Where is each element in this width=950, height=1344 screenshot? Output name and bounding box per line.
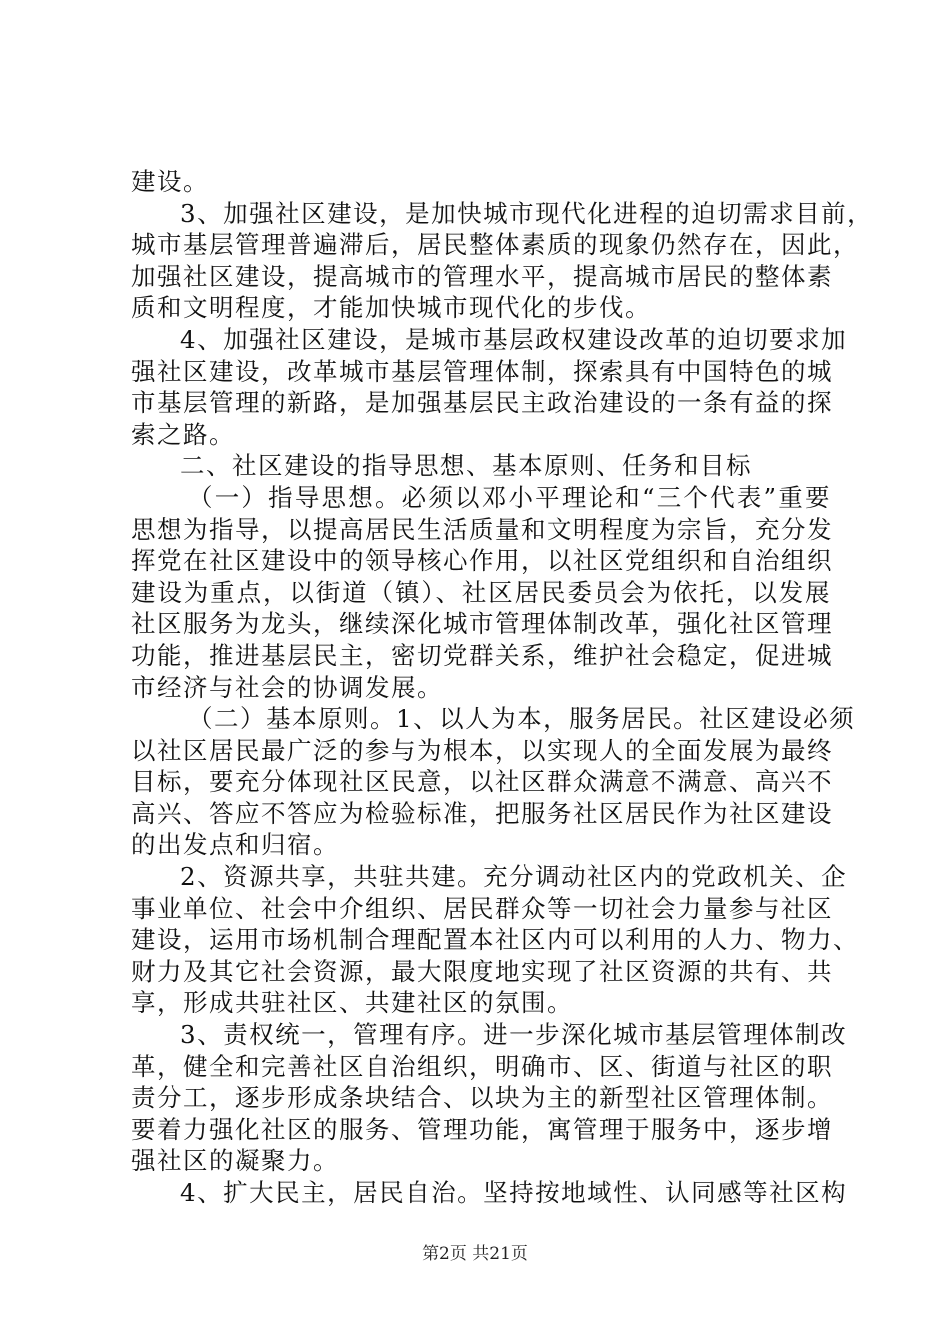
- text-line-32: 强社区的凝聚力。: [131, 1146, 339, 1176]
- text-line-9: 索之路。: [131, 419, 235, 449]
- text-line-14: 建设为重点，以街道（镇）、社区居民委员会为依托，以发展: [131, 577, 831, 607]
- text-line-2: 3、加强社区建设，是加快城市现代化进程的迫切需求目前，: [180, 198, 874, 228]
- text-line-15: 社区服务为龙头，继续深化城市管理体制改革，强化社区管理: [131, 609, 833, 639]
- text-line-33: 4、扩大民主，居民自治。坚持按地域性、认同感等社区构: [180, 1178, 848, 1207]
- text-line-21: 高兴、答应不答应为检验标准，把服务社区居民作为社区建设: [131, 798, 833, 828]
- text-line-26: 财力及其它社会资源，最大限度地实现了社区资源的共有、共: [131, 956, 833, 986]
- text-line-17: 市经济与社会的协调发展。: [131, 672, 443, 702]
- text-line-13: 挥党在社区建设中的领导核心作用，以社区党组织和自治组织: [131, 546, 833, 576]
- text-line-20: 目标，要充分体现社区民意，以社区群众满意不满意、高兴不: [131, 767, 833, 797]
- text-line-16: 功能，推进基层民主，密切党群关系，维护社会稳定，促进城: [131, 640, 833, 670]
- text-line-27: 享，形成共驻社区、共建社区的氛围。: [131, 988, 573, 1018]
- text-line-29: 革，健全和完善社区自治组织，明确市、区、街道与社区的职: [131, 1051, 833, 1081]
- text-line-12: 思想为指导，以提高居民生活质量和文明程度为宗旨，充分发: [131, 514, 833, 544]
- text-line-18: （二）基本原则。1、以人为本，服务居民。社区建设必须: [188, 704, 856, 734]
- text-line-30: 责分工，逐步形成条块结合、以块为主的新型社区管理体制。: [131, 1083, 833, 1113]
- text-line-7: 强社区建设，改革城市基层管理体制，探索具有中国特色的城: [131, 356, 833, 386]
- section-heading: 二、社区建设的指导思想、基本原则、任务和目标: [180, 451, 752, 481]
- text-line-11: （一）指导思想。必须以邓小平理论和“三个代表”重要: [188, 482, 831, 512]
- text-line-6: 4、加强社区建设，是城市基层政权建设改革的迫切要求加: [180, 324, 848, 354]
- text-line-31: 要着力强化社区的服务、管理功能，寓管理于服务中，逐步增: [131, 1114, 833, 1144]
- text-line-4: 加强社区建设，提高城市的管理水平，提高城市居民的整体素: [131, 261, 833, 291]
- document-body: [131, 166, 874, 1209]
- text-line-19: 以社区居民最广泛的参与为根本，以实现人的全面发展为最终: [131, 735, 833, 765]
- text-line-3: 城市基层管理普遍滞后，居民整体素质的现象仍然存在，因此，: [131, 230, 859, 260]
- text-line-28: 3、责权统一，管理有序。进一步深化城市基层管理体制改: [180, 1020, 848, 1050]
- text-line-5: 质和文明程度，才能加快城市现代化的步伐。: [131, 293, 651, 323]
- text-line-22: 的出发点和归宿。: [131, 830, 339, 860]
- text-line-23: 2、资源共享，共驻共建。充分调动社区内的党政机关、企: [180, 862, 848, 892]
- text-line-8: 市基层管理的新路，是加强基层民主政治建设的一条有益的探: [131, 388, 833, 418]
- text-line-24: 事业单位、社会中介组织、居民群众等一切社会力量参与社区: [131, 893, 833, 923]
- page-number-footer: 第2页 共21页: [422, 1244, 528, 1264]
- text-line-25: 建设，运用市场机制合理配置本社区内可以利用的人力、物力、: [131, 925, 859, 955]
- text-line-1: 建设。: [131, 167, 209, 196]
